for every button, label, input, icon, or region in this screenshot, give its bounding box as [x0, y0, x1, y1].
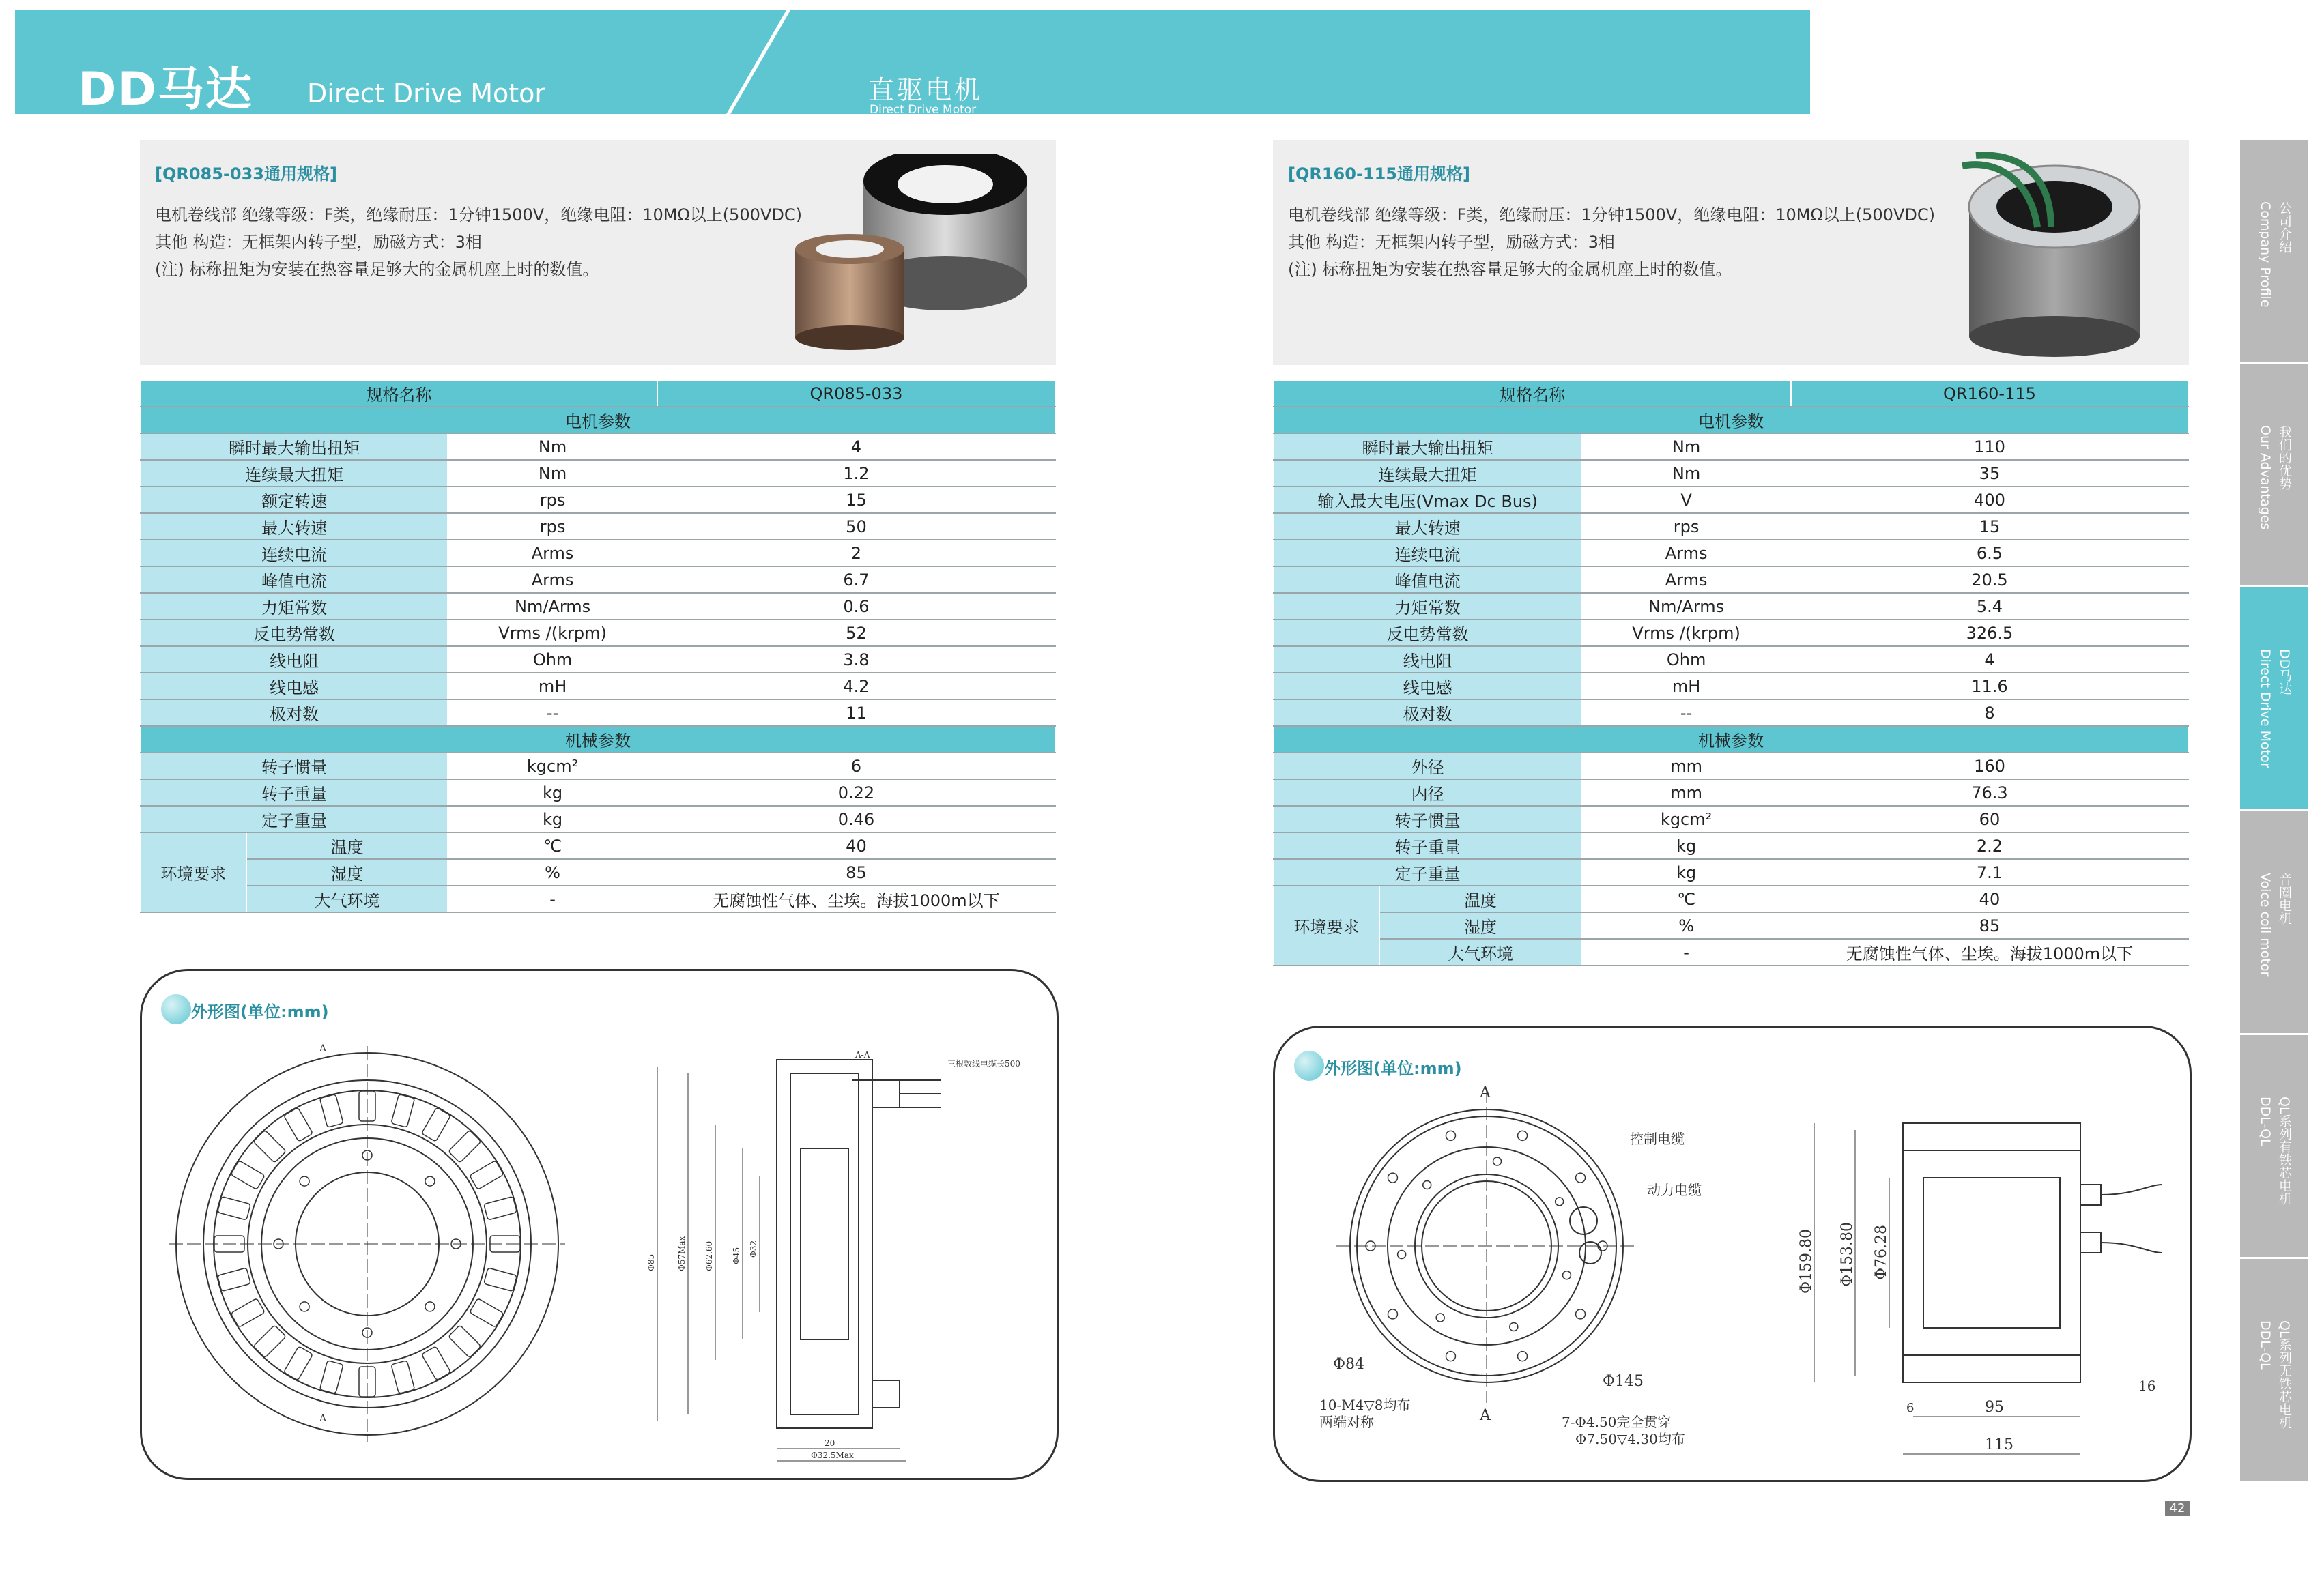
- dim-label: Φ84: [1333, 1356, 1365, 1373]
- tab-section[interactable]: [2240, 811, 2308, 1035]
- table-row: [1274, 912, 2188, 939]
- param-value: 20.5: [1791, 566, 2188, 593]
- param-value: 1.2: [657, 460, 1055, 487]
- stator-slot: [470, 1298, 504, 1328]
- param-unit: V: [1581, 487, 1791, 513]
- label-section-a: A: [1480, 1407, 1491, 1424]
- param-unit: kgcm²: [1581, 806, 1791, 832]
- tab-label-en: DDL-QL: [2258, 1320, 2273, 1370]
- stator-slot: [391, 1094, 415, 1128]
- table-section-label: 机械参数: [1274, 726, 2188, 753]
- param-value: 40: [657, 832, 1055, 859]
- table-row: [1274, 886, 2188, 912]
- param-name: 外径: [1274, 753, 1581, 779]
- param-name: 转子重量: [141, 779, 448, 806]
- param-value: 110: [1791, 433, 2188, 460]
- param-unit: Arms: [1581, 566, 1791, 593]
- param-name: 线电感: [1274, 673, 1581, 699]
- stator-slot: [319, 1361, 343, 1394]
- tab-label-en: Company Profile: [2258, 201, 2273, 308]
- param-value: 52: [657, 620, 1055, 646]
- param-name: 力矩常数: [1274, 593, 1581, 620]
- param-value: 4: [657, 433, 1055, 460]
- right-drawing-svg: [1275, 1028, 2190, 1480]
- mount-hole: [1518, 1352, 1528, 1361]
- label-section-a: A: [1480, 1084, 1491, 1101]
- stator-slot: [391, 1361, 415, 1394]
- param-name: 瞬时最大输出扭矩: [141, 433, 448, 460]
- table-row: [141, 487, 1055, 513]
- param-value: 4: [1791, 646, 2188, 673]
- table-row: [141, 566, 1055, 593]
- tab-section[interactable]: [2240, 1035, 2308, 1259]
- param-unit: ℃: [448, 832, 657, 859]
- param-value: 2: [657, 540, 1055, 566]
- mount-hole: [1576, 1173, 1586, 1183]
- param-unit: mm: [1581, 753, 1791, 779]
- param-name: 输入最大电压(Vmax Dc Bus): [1274, 487, 1581, 513]
- table-row: [1274, 460, 2188, 487]
- param-name: 定子重量: [141, 806, 448, 832]
- table-row: [141, 859, 1055, 886]
- table-row: [141, 646, 1055, 673]
- stator-slot: [284, 1346, 313, 1380]
- left-outline-drawing: [140, 969, 1059, 1480]
- table-row: [141, 753, 1055, 779]
- param-unit: %: [448, 859, 657, 886]
- param-value: 0.6: [657, 593, 1055, 620]
- param-name: 力矩常数: [141, 593, 448, 620]
- param-unit: Ohm: [1581, 646, 1791, 673]
- stator-slot: [422, 1107, 451, 1142]
- dim-label: 两端对称: [1319, 1414, 1374, 1430]
- table-section-label: 电机参数: [141, 407, 1055, 433]
- table-row: [1274, 566, 2188, 593]
- param-value: 160: [1791, 753, 2188, 779]
- stator-slot: [231, 1161, 265, 1190]
- table-row: [141, 832, 1055, 859]
- param-unit: Vrms /(krpm): [448, 620, 657, 646]
- dim-label: Φ85: [646, 1253, 656, 1271]
- env-group-label: 环境要求: [1274, 886, 1379, 966]
- tab-section[interactable]: [2240, 364, 2308, 587]
- param-name: 峰值电流: [141, 566, 448, 593]
- cable-label: 动力电缆: [1647, 1182, 1702, 1198]
- tab-label-en: Voice coil motor: [2258, 873, 2273, 977]
- param-value: 3.8: [657, 646, 1055, 673]
- left-spec-title: [QR085-033通用规格]: [155, 164, 337, 184]
- table-row: [1274, 673, 2188, 699]
- stator-slot: [484, 1196, 517, 1220]
- param-name: 最大转速: [141, 513, 448, 540]
- header-title-en: Direct Drive Motor: [307, 78, 546, 108]
- param-name: 极对数: [141, 699, 448, 726]
- table-header-cell: 规格名称: [1274, 380, 1791, 407]
- dim-label: Φ32: [749, 1240, 758, 1258]
- tab-label-en: Direct Drive Motor: [2258, 649, 2273, 768]
- param-value: 40: [1791, 886, 2188, 912]
- param-unit: Nm/Arms: [1581, 593, 1791, 620]
- stator-slot: [470, 1161, 504, 1190]
- table-section-label: 电机参数: [1274, 407, 2188, 433]
- table-row: [141, 620, 1055, 646]
- dim-label: 115: [1985, 1436, 2013, 1453]
- table-header-row: [1274, 380, 2188, 407]
- param-unit: Vrms /(krpm): [1581, 620, 1791, 646]
- drawing-title: 外形图(单位:mm): [191, 1002, 329, 1021]
- param-unit: -: [1581, 939, 1791, 966]
- table-header-cell: 规格名称: [141, 380, 657, 407]
- dim-label: 16: [2138, 1378, 2156, 1394]
- param-name: 转子重量: [1274, 832, 1581, 859]
- dim-label: Φ57Max: [677, 1236, 687, 1271]
- param-unit: Arms: [448, 540, 657, 566]
- page-header: [15, 10, 1810, 117]
- param-value: 15: [657, 487, 1055, 513]
- param-unit: kg: [1581, 832, 1791, 859]
- env-group-label: 环境要求: [141, 832, 246, 912]
- right-outline-drawing: [1273, 1026, 2192, 1482]
- dim-label: Φ32.5Max: [811, 1451, 854, 1460]
- stator-slot: [218, 1196, 251, 1220]
- param-value: 400: [1791, 487, 2188, 513]
- param-unit: Nm: [448, 460, 657, 487]
- table-section-label: 机械参数: [141, 726, 1055, 753]
- param-unit: Nm: [1581, 460, 1791, 487]
- param-name: 线电感: [141, 673, 448, 699]
- table-row: [1274, 593, 2188, 620]
- tab-label: 音圈电机: [2277, 873, 2292, 925]
- mount-hole: [1398, 1250, 1406, 1258]
- table-row: [141, 673, 1055, 699]
- right-spec-box: [1273, 140, 2189, 365]
- param-name: 连续最大扭矩: [1274, 460, 1581, 487]
- dim-label: 10-M4▽8均布: [1319, 1397, 1411, 1413]
- table-row: [141, 540, 1055, 566]
- dim-label: 95: [1985, 1399, 2004, 1416]
- table-row: [141, 886, 1055, 912]
- param-name: 转子惯量: [1274, 806, 1581, 832]
- param-value: 0.22: [657, 779, 1055, 806]
- param-name: 内径: [1274, 779, 1581, 806]
- param-name: 线电阻: [141, 646, 448, 673]
- label-section-a: A: [319, 1413, 327, 1424]
- tab-section[interactable]: [2240, 140, 2308, 364]
- param-name: 大气环境: [1379, 939, 1582, 966]
- param-unit: --: [1581, 699, 1791, 726]
- tab-label: 公司介绍: [2277, 201, 2292, 253]
- param-value: 15: [1791, 513, 2188, 540]
- dim-label: 6: [1906, 1401, 1915, 1415]
- mount-hole: [1388, 1309, 1397, 1319]
- param-unit: mm: [1581, 779, 1791, 806]
- mount-hole: [425, 1302, 435, 1311]
- param-unit: Nm: [448, 433, 657, 460]
- table-row: [1274, 859, 2188, 886]
- mount-hole: [1556, 1198, 1564, 1206]
- dim-label: Φ7.50▽4.30均布: [1575, 1431, 1685, 1447]
- page-number: 42: [2165, 1501, 2190, 1516]
- param-value: 76.3: [1791, 779, 2188, 806]
- param-value: 5.4: [1791, 593, 2188, 620]
- left-spec-line: (注) 标称扭矩为安装在热容量足够大的金属机座上时的数值。: [155, 260, 599, 279]
- table-row: [1274, 806, 2188, 832]
- left-drawing-svg: [142, 971, 1057, 1478]
- label-section-a: A: [319, 1043, 327, 1054]
- header-subtitle-en: Direct Drive Motor: [870, 103, 977, 117]
- cable-label: 控制电缆: [1630, 1131, 1685, 1147]
- left-spec-line: 其他 构造：无框架内转子型，励磁方式：3相: [155, 233, 482, 252]
- table-row: [1274, 540, 2188, 566]
- table-row: [1274, 487, 2188, 513]
- mount-hole: [1493, 1157, 1502, 1165]
- dim-label: Φ76.28: [1873, 1224, 1890, 1280]
- param-unit: kg: [448, 806, 657, 832]
- table-row: [141, 593, 1055, 620]
- param-value: 2.2: [1791, 832, 2188, 859]
- left-motor-photo: [782, 154, 1041, 351]
- param-unit: kgcm²: [448, 753, 657, 779]
- tab-label: QL系列有铁芯电机: [2277, 1097, 2292, 1205]
- stator-slot: [231, 1298, 265, 1328]
- table-row: [1274, 699, 2188, 726]
- param-unit: %: [1581, 912, 1791, 939]
- dim-label: 20: [825, 1438, 835, 1448]
- param-value: 无腐蚀性气体、尘埃。海拔1000m以下: [657, 886, 1055, 912]
- mount-hole: [1518, 1131, 1528, 1140]
- param-name: 线电阻: [1274, 646, 1581, 673]
- param-value: 50: [657, 513, 1055, 540]
- param-name: 湿度: [1379, 912, 1582, 939]
- param-value: 11: [657, 699, 1055, 726]
- param-name: 额定转速: [141, 487, 448, 513]
- param-unit: --: [448, 699, 657, 726]
- param-name: 温度: [246, 832, 448, 859]
- stator-slot: [484, 1268, 517, 1292]
- param-unit: Arms: [448, 566, 657, 593]
- stator-slot: [218, 1268, 251, 1292]
- tab-label-en: Our Advantages: [2258, 425, 2273, 530]
- param-value: 4.2: [657, 673, 1055, 699]
- right-spec-line: 电机卷线部 绝缘等级：F类，绝缘耐压：1分钟1500V，绝缘电阻：10MΩ以上(500VDC): [1288, 205, 1935, 224]
- mount-hole: [1510, 1322, 1518, 1331]
- table-section-row: [1274, 407, 2188, 433]
- table-row: [141, 460, 1055, 487]
- tab-section[interactable]: [2240, 587, 2308, 811]
- param-name: 连续电流: [141, 540, 448, 566]
- section-tabs: [2240, 140, 2308, 1483]
- table-section-row: [1274, 726, 2188, 753]
- table-section-row: [141, 407, 1055, 433]
- right-spec-title: [QR160-115通用规格]: [1288, 164, 1470, 184]
- right-spec-line: 其他 构造：无框架内转子型，励磁方式：3相: [1288, 233, 1615, 252]
- tab-section[interactable]: [2240, 1259, 2308, 1483]
- mount-hole: [1576, 1309, 1586, 1319]
- param-name: 温度: [1379, 886, 1582, 912]
- dim-label: Φ145: [1603, 1373, 1644, 1390]
- param-unit: kg: [1581, 859, 1791, 886]
- mount-hole: [1562, 1271, 1571, 1279]
- stator-slot: [284, 1107, 313, 1142]
- dim-label: Φ159.80: [1798, 1228, 1815, 1294]
- tab-label-en: DDL-QL: [2258, 1097, 2273, 1146]
- mount-hole: [1446, 1352, 1455, 1361]
- table-row: [141, 513, 1055, 540]
- param-unit: kg: [448, 779, 657, 806]
- param-name: 转子惯量: [141, 753, 448, 779]
- left-spec-table: [140, 379, 1056, 913]
- table-row: [1274, 620, 2188, 646]
- header-title: DD马达: [78, 63, 253, 117]
- mount-hole: [1436, 1314, 1444, 1322]
- param-name: 连续电流: [1274, 540, 1581, 566]
- table-section-row: [141, 726, 1055, 753]
- param-unit: Ohm: [448, 646, 657, 673]
- right-motor-photo: [1955, 152, 2153, 357]
- param-unit: Arms: [1581, 540, 1791, 566]
- param-value: 无腐蚀性气体、尘埃。海拔1000m以下: [1791, 939, 2188, 966]
- param-name: 大气环境: [246, 886, 448, 912]
- table-row: [141, 806, 1055, 832]
- right-spec-table: [1273, 379, 2189, 966]
- param-unit: mH: [448, 673, 657, 699]
- param-unit: ℃: [1581, 886, 1791, 912]
- table-header-cell: QR085-033: [657, 380, 1055, 407]
- drawing-title: 外形图(单位:mm): [1324, 1059, 1462, 1078]
- table-row: [1274, 433, 2188, 460]
- header-divider: [715, 10, 790, 133]
- table-row: [141, 779, 1055, 806]
- table-row: [141, 699, 1055, 726]
- param-name: 最大转速: [1274, 513, 1581, 540]
- param-value: 8: [1791, 699, 2188, 726]
- mount-hole: [1388, 1173, 1397, 1183]
- table-row: [1274, 779, 2188, 806]
- header-subtitle: 直驱电机: [868, 75, 984, 105]
- dim-label: Φ62.60: [704, 1240, 714, 1271]
- dim-label: Φ153.80: [1839, 1221, 1856, 1287]
- param-value: 60: [1791, 806, 2188, 832]
- right-spec-line: (注) 标称扭矩为安装在热容量足够大的金属机座上时的数值。: [1288, 260, 1732, 279]
- table-row: [1274, 513, 2188, 540]
- param-value: 11.6: [1791, 673, 2188, 699]
- mount-hole: [300, 1302, 309, 1311]
- left-spec-line: 电机卷线部 绝缘等级：F类，绝缘耐压：1分钟1500V，绝缘电阻：10MΩ以上(500VDC): [155, 205, 802, 224]
- stator-slot: [422, 1346, 451, 1380]
- param-value: 85: [1791, 912, 2188, 939]
- param-unit: rps: [448, 513, 657, 540]
- param-unit: rps: [1581, 513, 1791, 540]
- param-name: 瞬时最大输出扭矩: [1274, 433, 1581, 460]
- param-value: 6.7: [657, 566, 1055, 593]
- param-name: 湿度: [246, 859, 448, 886]
- table-row: [1274, 939, 2188, 966]
- param-value: 0.46: [657, 806, 1055, 832]
- tab-label: DD马达: [2277, 649, 2292, 695]
- param-value: 7.1: [1791, 859, 2188, 886]
- cable-label: 三根数线电缆长500: [947, 1059, 1020, 1069]
- table-row: [1274, 646, 2188, 673]
- table-row: [1274, 753, 2188, 779]
- param-value: 35: [1791, 460, 2188, 487]
- param-name: 连续最大扭矩: [141, 460, 448, 487]
- param-name: 反电势常数: [141, 620, 448, 646]
- tab-label: 我们的优势: [2277, 425, 2292, 490]
- param-unit: Nm/Arms: [448, 593, 657, 620]
- param-name: 反电势常数: [1274, 620, 1581, 646]
- dim-label: 7-Φ4.50完全贯穿: [1562, 1414, 1672, 1430]
- param-value: 6: [657, 753, 1055, 779]
- tab-label: QL系列无铁芯电机: [2277, 1320, 2292, 1429]
- dim-label: Φ45: [732, 1247, 741, 1264]
- param-name: 极对数: [1274, 699, 1581, 726]
- table-header-row: [141, 380, 1055, 407]
- mount-hole: [300, 1176, 309, 1186]
- mount-hole: [1446, 1131, 1455, 1140]
- table-row: [1274, 832, 2188, 859]
- param-name: 定子重量: [1274, 859, 1581, 886]
- stator-slot: [319, 1094, 343, 1128]
- param-unit: Nm: [1581, 433, 1791, 460]
- param-name: 峰值电流: [1274, 566, 1581, 593]
- param-unit: rps: [448, 487, 657, 513]
- param-unit: mH: [1581, 673, 1791, 699]
- label-aa: A-A: [855, 1050, 870, 1060]
- mount-hole: [1423, 1181, 1431, 1189]
- table-row: [141, 433, 1055, 460]
- param-value: 6.5: [1791, 540, 2188, 566]
- table-header-cell: QR160-115: [1791, 380, 2188, 407]
- mount-hole: [425, 1176, 435, 1186]
- left-spec-box: [140, 140, 1056, 365]
- param-value: 326.5: [1791, 620, 2188, 646]
- param-unit: -: [448, 886, 657, 912]
- param-value: 85: [657, 859, 1055, 886]
